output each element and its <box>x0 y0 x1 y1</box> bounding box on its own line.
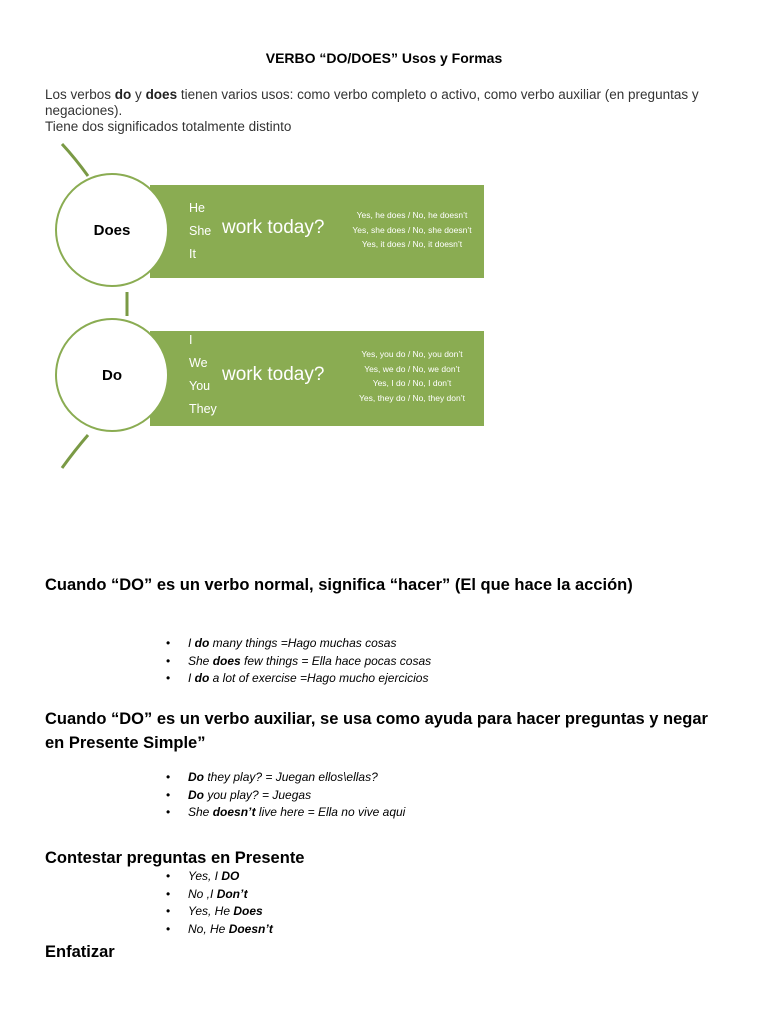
pronoun-she: She <box>189 224 212 238</box>
list-item: • I do many things =Hago muchas cosas <box>166 635 431 653</box>
intro-do: do <box>114 87 132 102</box>
does-pronouns <box>189 197 211 266</box>
do-circle <box>55 318 169 432</box>
intro-y: y <box>131 87 146 102</box>
intro-text-a: Los verbos <box>45 87 115 102</box>
list-item: • Do you play? = Juegas <box>166 787 405 805</box>
do-answer-we: Yes, we do / No, we don’t <box>364 363 460 374</box>
section-answer-list <box>166 868 273 938</box>
intro-does: does <box>145 87 178 102</box>
page-title: VERBO “DO/DOES” Usos y Formas <box>265 50 503 66</box>
intro-text-b: tienen varios usos: como verbo completo o activo, como verbo auxiliar (en preguntas y negaciones). <box>45 87 699 118</box>
do-question: work today? <box>222 364 325 385</box>
do-does-diagram <box>0 130 520 490</box>
do-pronouns <box>189 329 217 421</box>
does-answer-she: Yes, she does / No, she doesn’t <box>352 224 472 235</box>
do-answer-they: Yes, they do / No, they don’t <box>358 392 465 403</box>
section-normal-verb-heading: Cuando “DO” es un verbo normal, significa “hacer” (El que hace la acción) <box>45 576 633 594</box>
list-item: • She doesn’t live here = Ella no vive aqui <box>166 804 405 822</box>
list-item: • I do a lot of exercise =Hago mucho ejercicios <box>166 670 431 688</box>
does-answers <box>342 208 482 252</box>
do-label: Do <box>102 366 122 384</box>
does-question: work today? <box>222 217 325 238</box>
do-answer-i: Yes, I do / No, I don’t <box>372 378 452 388</box>
list-item: • Do they play? = Juegan ellos\ellas? <box>166 769 405 787</box>
does-label: Does <box>93 221 131 239</box>
list-item: • No ,I Don’t <box>166 886 273 904</box>
section-emphasis-heading: Enfatizar <box>45 943 115 961</box>
section-auxiliary-heading: Cuando “DO” es un verbo auxiliar, se usa como ayuda para hacer preguntas y negar en Presente Simple” <box>45 710 708 752</box>
list-item: • No, He Doesn’t <box>166 921 273 939</box>
list-item: • She does few things = Ella hace pocas cosas <box>166 653 431 671</box>
section-answer-heading: Contestar preguntas en Presente <box>45 849 305 867</box>
pronoun-we: We <box>189 356 208 370</box>
list-item: • Yes, He Does <box>166 903 273 921</box>
do-answers <box>342 347 482 405</box>
does-answer-he: Yes, he does / No, he doesn’t <box>356 210 468 220</box>
pronoun-you: You <box>189 379 211 393</box>
pronoun-they: They <box>189 402 217 416</box>
section-auxiliary-list <box>166 769 405 822</box>
section-normal-verb-list <box>166 635 431 688</box>
pronoun-it: It <box>189 247 196 261</box>
does-answer-it: Yes, it does / No, it doesn’t <box>361 239 463 249</box>
intro-line2: Tiene dos significados totalmente distinto <box>45 119 292 134</box>
pronoun-he: He <box>189 201 205 215</box>
list-item: • Yes, I DO <box>166 868 273 886</box>
intro-paragraph <box>45 87 735 135</box>
pronoun-i: I <box>189 333 193 347</box>
do-answer-you: Yes, you do / No, you don’t <box>361 349 463 359</box>
does-circle <box>55 173 169 287</box>
